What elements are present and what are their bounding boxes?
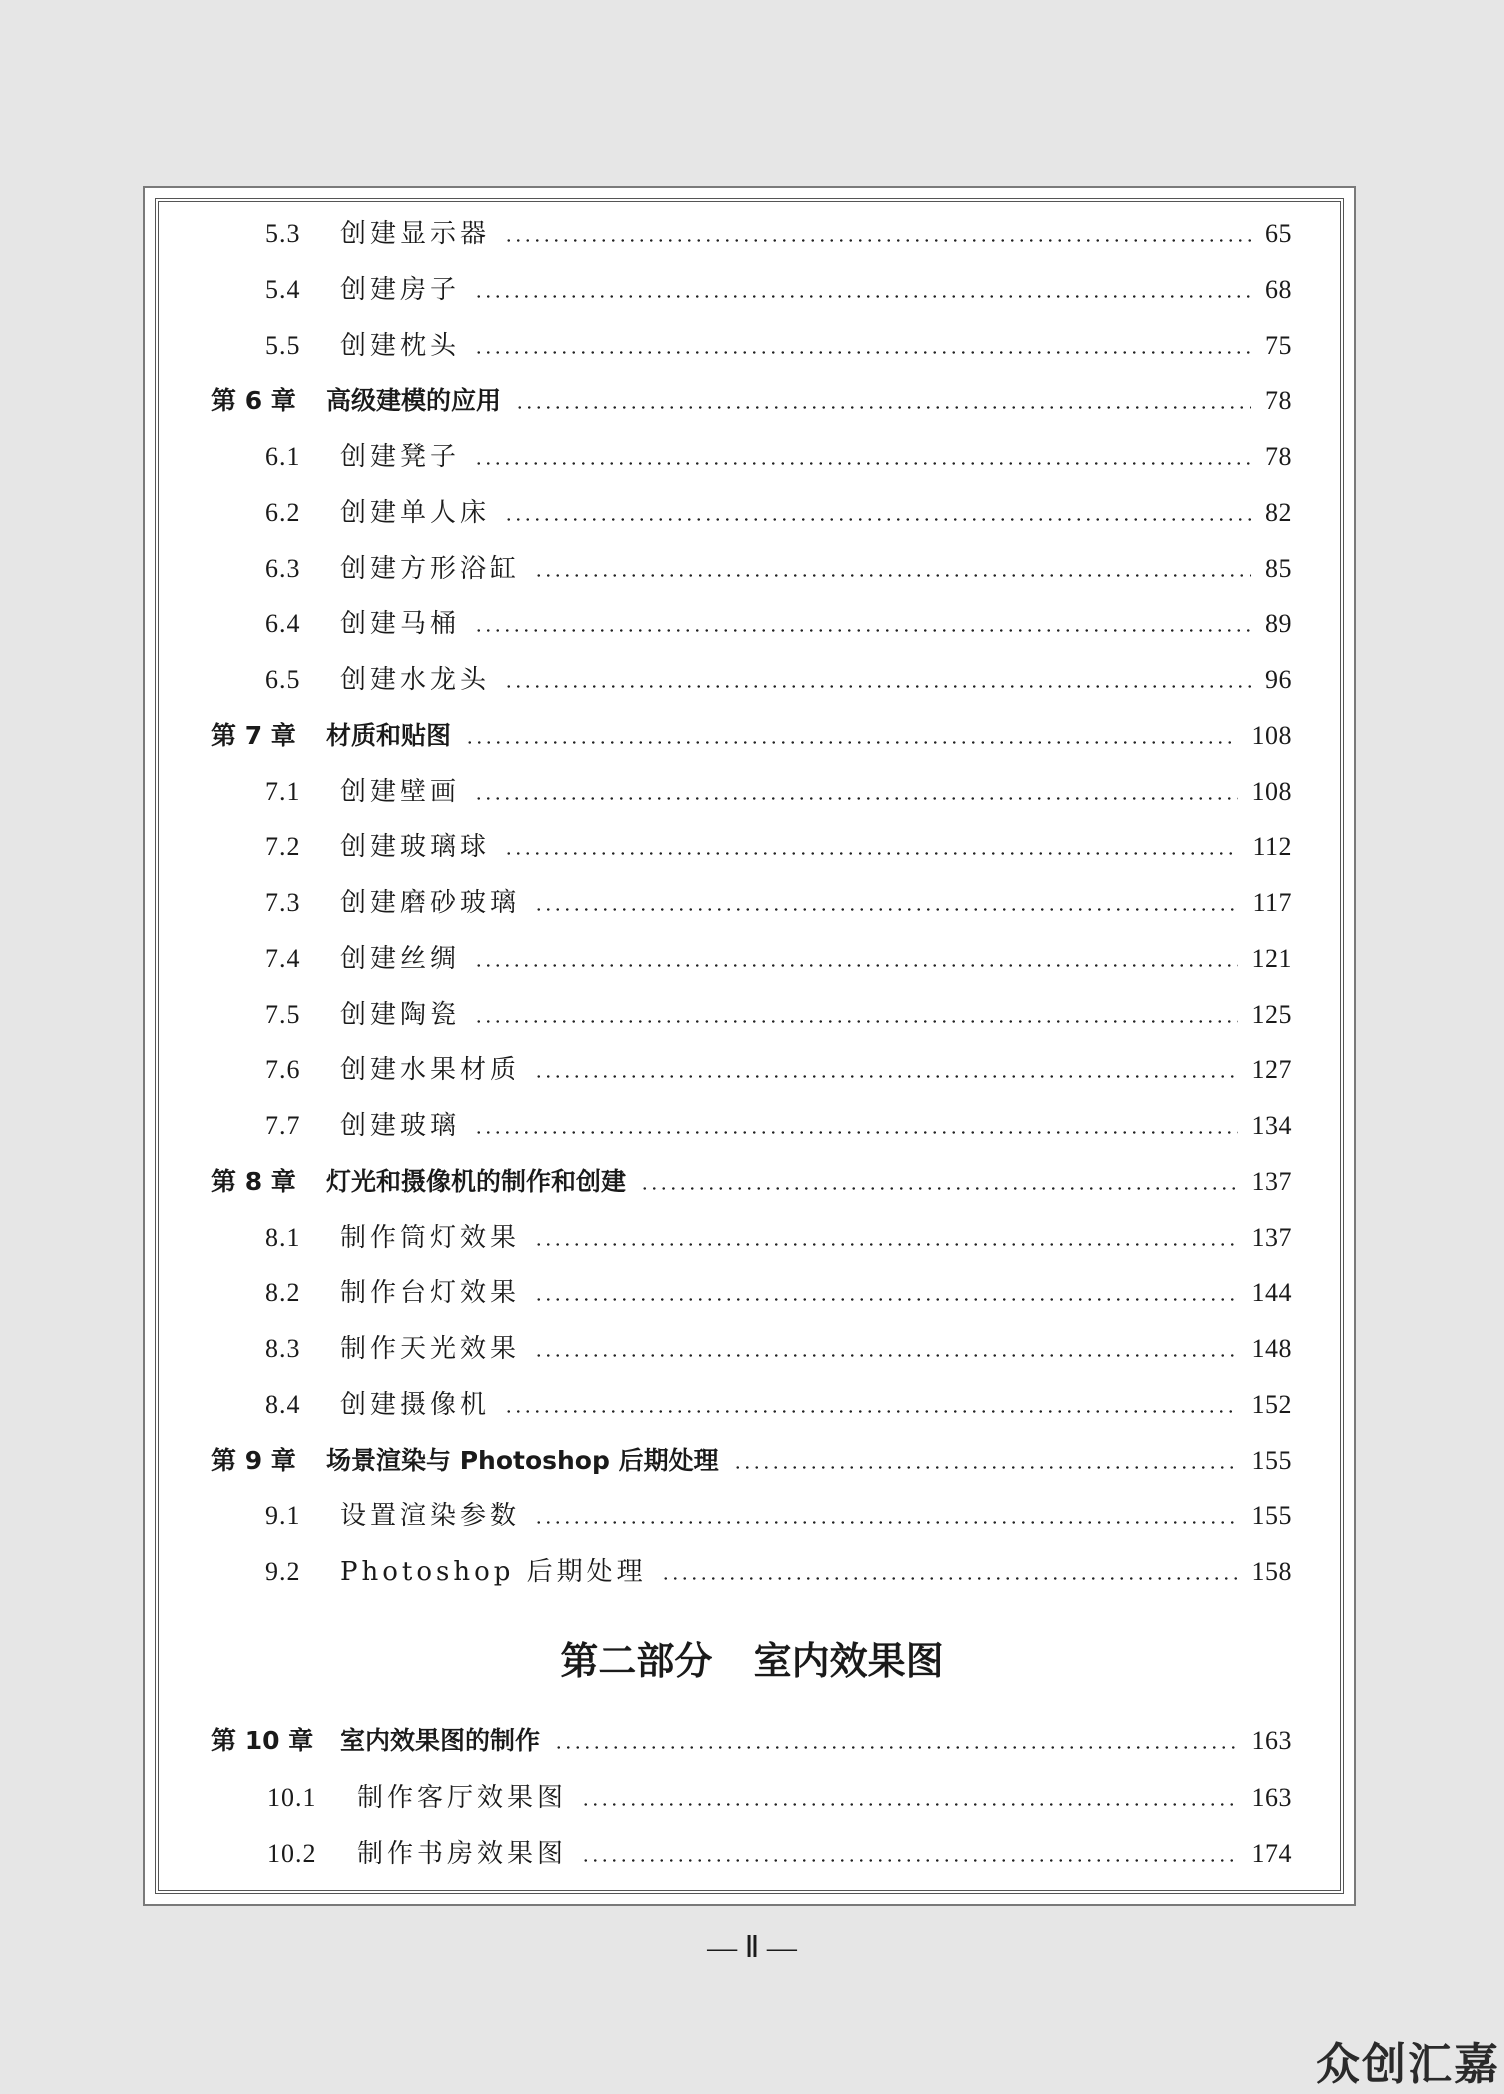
leader-dots <box>534 574 1251 577</box>
toc-section-row[interactable] <box>0 995 1504 1035</box>
section-title: 制作筒灯效果 <box>340 1222 521 1253</box>
section-title: 设置渲染参数 <box>340 1501 521 1532</box>
chapter-title: 灯光和摄像机的制作和创建 <box>326 1166 627 1196</box>
section-number: 5.4 <box>265 274 301 304</box>
section-number: 6.4 <box>265 609 301 639</box>
leader-dots <box>661 1577 1238 1580</box>
section-title: 创建玻璃 <box>340 1111 461 1141</box>
section-title: 创建马桶 <box>340 609 461 640</box>
toc-section-row[interactable] <box>0 270 1504 310</box>
section-title: 创建壁画 <box>340 776 461 807</box>
page-ref: 65 <box>1265 219 1292 248</box>
toc-section-row[interactable] <box>0 493 1504 533</box>
chapter-title: 场景渲染与 Photoshop 后期处理 <box>326 1445 719 1475</box>
toc-chapter-row[interactable] <box>0 1721 1504 1761</box>
leader-dots <box>474 351 1251 354</box>
toc-section-row[interactable] <box>0 437 1504 477</box>
leader-dots <box>504 239 1251 242</box>
page-ref: 96 <box>1265 665 1292 694</box>
leader-dots <box>504 518 1251 521</box>
toc-section-row[interactable] <box>0 214 1504 254</box>
section-title: 创建水龙头 <box>340 665 491 695</box>
section-number: 5.3 <box>265 219 301 248</box>
page-ref: 75 <box>1265 330 1292 360</box>
page-ref: 163 <box>1251 1782 1292 1812</box>
page-ref: 137 <box>1251 1222 1292 1252</box>
section-title: 创建枕头 <box>340 330 461 361</box>
page-ref: 78 <box>1265 442 1292 471</box>
leader-dots <box>534 1298 1238 1301</box>
leader-dots <box>465 741 1238 744</box>
toc-section-row[interactable] <box>0 1273 1504 1313</box>
chapter-number: 第 10 章 <box>211 1726 314 1755</box>
leader-dots <box>534 1521 1238 1524</box>
toc-section-row[interactable] <box>0 1050 1504 1090</box>
leader-dots <box>504 1410 1238 1413</box>
section-title: 创建方形浴缸 <box>340 553 521 584</box>
section-title: 创建陶瓷 <box>340 999 461 1030</box>
toc-section-row[interactable] <box>0 1552 1504 1592</box>
leader-dots <box>474 964 1238 967</box>
page-ref: 134 <box>1251 1111 1292 1140</box>
leader-dots <box>581 1803 1238 1806</box>
section-number: 7.2 <box>265 832 301 862</box>
section-number: 6.5 <box>265 665 301 694</box>
section-number: 8.1 <box>265 1222 301 1252</box>
toc-section-row[interactable] <box>0 883 1504 923</box>
section-number: 7.4 <box>265 943 301 973</box>
page-ref: 82 <box>1265 497 1292 527</box>
leader-dots <box>733 1466 1238 1469</box>
page-ref: 144 <box>1251 1278 1292 1308</box>
page-ref: 85 <box>1265 553 1292 583</box>
section-number: 8.2 <box>265 1278 301 1308</box>
page-ref: 78 <box>1265 386 1292 416</box>
leader-dots <box>474 629 1251 632</box>
section-number: 5.5 <box>265 330 301 360</box>
section-title: 创建单人床 <box>340 497 491 528</box>
toc-section-row[interactable] <box>0 1106 1504 1146</box>
section-title: 创建摄像机 <box>340 1389 491 1420</box>
section-number: 10.2 <box>267 1839 317 1868</box>
toc-section-row[interactable] <box>0 660 1504 700</box>
toc-section-row[interactable] <box>0 827 1504 867</box>
page-number: — Ⅱ — <box>707 1931 797 1964</box>
section-number: 8.4 <box>265 1389 301 1419</box>
toc-section-row[interactable] <box>0 1834 1504 1874</box>
section-number: 9.2 <box>265 1557 301 1586</box>
chapter-number: 第 7 章 <box>211 720 296 750</box>
leader-dots <box>534 1354 1238 1357</box>
chapter-number: 第 9 章 <box>211 1445 296 1475</box>
section-title: 创建显示器 <box>340 219 491 249</box>
page-ref: 155 <box>1251 1501 1292 1531</box>
section-title: 创建凳子 <box>340 442 461 472</box>
toc-section-row[interactable] <box>0 1385 1504 1425</box>
leader-dots <box>640 1187 1238 1190</box>
page-ref: 68 <box>1265 274 1292 304</box>
section-title: 制作书房效果图 <box>357 1839 568 1869</box>
chapter-title: 材质和贴图 <box>326 720 452 750</box>
toc-section-row[interactable] <box>0 1778 1504 1818</box>
section-title: 创建玻璃球 <box>340 832 491 863</box>
part-heading: 第二部分 室内效果图 <box>560 1638 944 1683</box>
leader-dots <box>474 1020 1238 1023</box>
leader-dots <box>474 797 1238 800</box>
page-ref: 108 <box>1251 720 1292 750</box>
watermark: 众创汇嘉 <box>1316 2039 1500 2090</box>
page-ref: 155 <box>1251 1445 1292 1475</box>
section-number: 10.1 <box>267 1782 317 1812</box>
toc-section-row[interactable] <box>0 604 1504 644</box>
section-number: 6.1 <box>265 442 301 471</box>
section-title: 创建房子 <box>340 274 461 305</box>
toc-chapter-row[interactable] <box>0 381 1504 421</box>
toc-section-row[interactable] <box>0 549 1504 589</box>
toc-section-row[interactable] <box>0 772 1504 812</box>
page-ref: 121 <box>1251 943 1292 973</box>
toc-section-row[interactable] <box>0 939 1504 979</box>
toc-chapter-row[interactable] <box>0 1162 1504 1202</box>
section-number: 9.1 <box>265 1501 301 1531</box>
chapter-number: 第 8 章 <box>211 1166 296 1196</box>
section-number: 7.3 <box>265 888 301 917</box>
section-title: 创建水果材质 <box>340 1055 521 1086</box>
page-ref: 152 <box>1251 1389 1292 1419</box>
page-ref: 174 <box>1251 1839 1292 1868</box>
toc-section-row[interactable] <box>0 1218 1504 1258</box>
section-title: 制作台灯效果 <box>340 1278 521 1309</box>
section-title: Photoshop 后期处理 <box>340 1557 647 1587</box>
page-ref: 112 <box>1252 832 1292 862</box>
section-title: 创建磨砂玻璃 <box>340 888 521 918</box>
toc-section-row[interactable] <box>0 1329 1504 1369</box>
toc-chapter-row[interactable] <box>0 716 1504 756</box>
leader-dots <box>474 1131 1238 1134</box>
section-title: 制作客厅效果图 <box>357 1782 568 1813</box>
toc-chapter-row[interactable] <box>0 1441 1504 1481</box>
page-ref: 148 <box>1251 1334 1292 1363</box>
page-ref: 158 <box>1251 1557 1292 1586</box>
section-number: 6.2 <box>265 497 301 527</box>
section-number: 7.1 <box>265 776 301 806</box>
section-number: 7.6 <box>265 1055 301 1085</box>
section-number: 6.3 <box>265 553 301 583</box>
leader-dots <box>581 1859 1238 1862</box>
page-ref: 137 <box>1251 1166 1292 1196</box>
chapter-number: 第 6 章 <box>211 386 296 416</box>
leader-dots <box>534 1243 1238 1246</box>
page-ref: 127 <box>1251 1055 1292 1085</box>
leader-dots <box>474 462 1251 465</box>
toc-section-row[interactable] <box>0 1496 1504 1536</box>
leader-dots <box>534 908 1238 911</box>
section-title: 创建丝绸 <box>340 943 461 974</box>
leader-dots <box>534 1075 1238 1078</box>
chapter-title: 高级建模的应用 <box>326 386 502 416</box>
page-ref: 117 <box>1252 888 1292 917</box>
page-ref: 163 <box>1251 1726 1292 1755</box>
leader-dots <box>515 406 1251 409</box>
toc-section-row[interactable] <box>0 326 1504 366</box>
page-ref: 125 <box>1251 999 1292 1029</box>
leader-dots <box>474 295 1251 298</box>
page-ref: 108 <box>1251 776 1292 806</box>
page-ref: 89 <box>1265 609 1292 639</box>
leader-dots <box>504 685 1251 688</box>
section-number: 8.3 <box>265 1334 301 1363</box>
chapter-title: 室内效果图的制作 <box>340 1726 541 1755</box>
section-number: 7.5 <box>265 999 301 1029</box>
leader-dots <box>554 1746 1238 1749</box>
section-number: 7.7 <box>265 1111 301 1140</box>
leader-dots <box>504 852 1238 855</box>
section-title: 制作天光效果 <box>340 1334 521 1364</box>
